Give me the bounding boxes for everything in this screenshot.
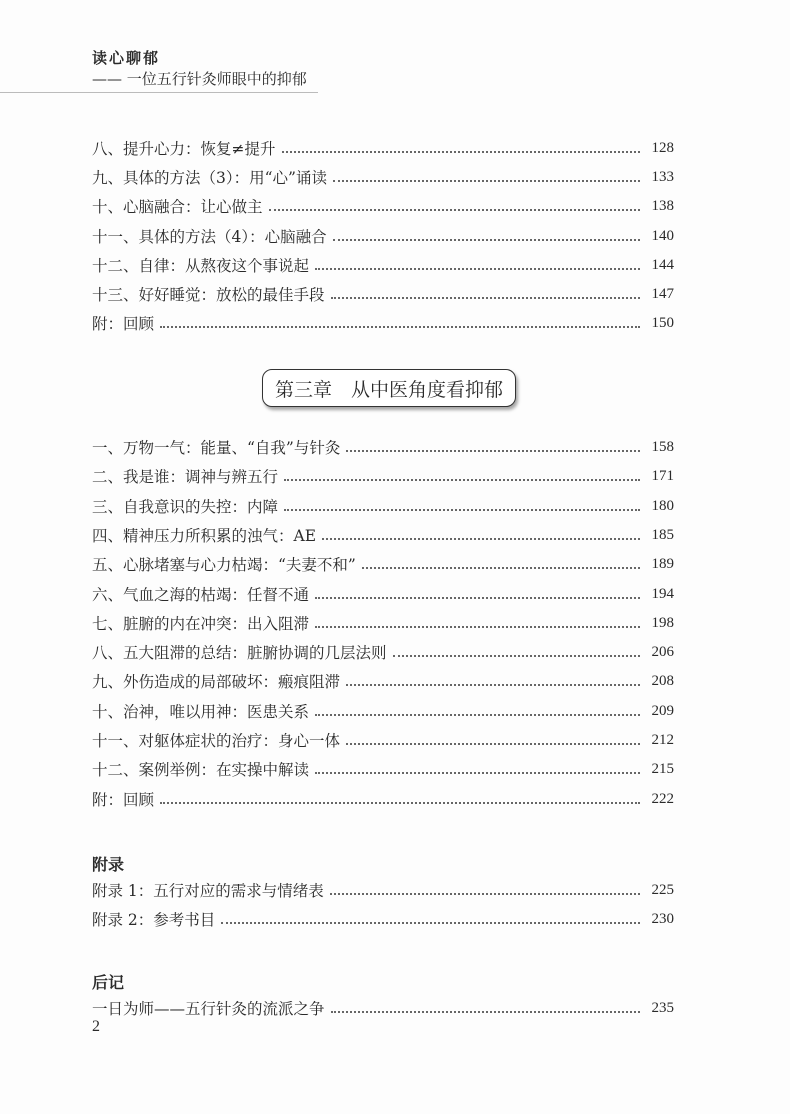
toc-entry xyxy=(92,611,674,635)
toc-entry-label: 十一、具体的方法（4）：心脑融合 xyxy=(92,228,327,246)
toc-entry xyxy=(92,757,674,781)
toc-entry-page: 158 xyxy=(651,438,674,455)
toc-entry-page: 225 xyxy=(651,881,674,898)
chapter-heading: 第三章 从中医角度看抑郁 xyxy=(262,369,516,407)
toc-entry-label: 附录 2：参考书目 xyxy=(92,911,216,929)
toc-entry-page: 206 xyxy=(651,643,674,660)
toc-entry xyxy=(92,136,674,160)
toc-entry-label: 附：回顾 xyxy=(92,315,155,333)
toc-entry xyxy=(92,253,674,277)
appendix-heading: 附录 xyxy=(92,855,125,874)
toc-entry xyxy=(92,787,674,811)
dot-leader xyxy=(282,151,641,153)
dot-leader xyxy=(315,626,640,628)
toc-entry-label: 十三、好好睡觉：放松的最佳手段 xyxy=(92,286,325,304)
toc-entry xyxy=(92,996,674,1020)
toc-entry xyxy=(92,669,674,693)
dot-leader xyxy=(362,567,640,569)
dot-leader xyxy=(333,239,640,241)
toc-entry-page: 180 xyxy=(651,497,674,514)
toc-entry xyxy=(92,552,674,576)
toc-entry-label: 六、气血之海的枯竭：任督不通 xyxy=(92,586,310,604)
toc-entry-page: 230 xyxy=(651,910,674,927)
dot-leader xyxy=(284,479,640,481)
dot-leader xyxy=(393,655,640,657)
toc-entry-label: 一日为师——五行针灸的流派之争 xyxy=(92,1000,325,1018)
dot-leader xyxy=(330,893,640,895)
book-subtitle: —— 一位五行针灸师眼中的抑郁 xyxy=(92,70,307,88)
dot-leader xyxy=(315,714,640,716)
toc-entry-label: 八、提升心力：恢复≠提升 xyxy=(92,140,276,158)
toc-entry-page: 185 xyxy=(651,526,674,543)
dot-leader xyxy=(315,268,640,270)
toc-entry-page: 171 xyxy=(651,467,674,484)
dot-leader xyxy=(221,922,640,924)
toc-entry-page: 147 xyxy=(651,285,674,302)
toc-entry xyxy=(92,640,674,664)
page-number: 2 xyxy=(92,1018,100,1035)
toc-entry-label: 十二、案例举例：在实操中解读 xyxy=(92,761,310,779)
toc-entry-label: 一、万物一气：能量、“自我”与针灸 xyxy=(92,439,341,457)
toc-entry-page: 144 xyxy=(651,256,674,273)
toc-entry-label: 十二、自律：从熬夜这个事说起 xyxy=(92,257,310,275)
toc-entry-label: 四、精神压力所积累的浊气：AE xyxy=(92,527,317,545)
toc-entry-label: 附录 1：五行对应的需求与情绪表 xyxy=(92,882,324,900)
toc-entry-page: 138 xyxy=(651,197,674,214)
toc-entry-page: 198 xyxy=(651,614,674,631)
toc-entry-page: 128 xyxy=(651,139,674,156)
toc-entry-page: 194 xyxy=(651,585,674,602)
toc-entry-label: 九、外伤造成的局部破坏：瘢痕阻滞 xyxy=(92,673,341,691)
toc-entry-label: 七、脏腑的内在冲突：出入阻滞 xyxy=(92,615,310,633)
dot-leader xyxy=(322,538,640,540)
toc-entry xyxy=(92,494,674,518)
toc-entry-page: 140 xyxy=(651,227,674,244)
dot-leader xyxy=(160,326,640,328)
dot-leader xyxy=(331,297,640,299)
toc-entry xyxy=(92,194,674,218)
toc-entry-page: 208 xyxy=(651,672,674,689)
toc-entry-page: 189 xyxy=(651,555,674,572)
toc-entry-page: 133 xyxy=(651,168,674,185)
dot-leader xyxy=(346,450,640,452)
toc-entry-label: 三、自我意识的失控：内障 xyxy=(92,498,279,516)
toc-entry xyxy=(92,311,674,335)
toc-entry-label: 十、治神，唯以用神：医患关系 xyxy=(92,703,310,721)
dot-leader xyxy=(315,772,640,774)
toc-entry xyxy=(92,907,674,931)
toc-entry-page: 209 xyxy=(651,702,674,719)
toc-entry xyxy=(92,224,674,248)
toc-entry xyxy=(92,523,674,547)
toc-entry xyxy=(92,699,674,723)
toc-entry xyxy=(92,435,674,459)
toc-entry-label: 九、具体的方法（3）：用“心”诵读 xyxy=(92,169,327,187)
toc-entry xyxy=(92,582,674,606)
header-rule xyxy=(0,92,318,93)
afterword-heading: 后记 xyxy=(92,973,125,992)
toc-entry-label: 十一、对躯体症状的治疗：身心一体 xyxy=(92,732,341,750)
toc-entry-page: 215 xyxy=(651,760,674,777)
toc-entry xyxy=(92,282,674,306)
toc-entry-label: 五、心脉堵塞与心力枯竭：“夫妻不和” xyxy=(92,556,356,574)
toc-entry-label: 附：回顾 xyxy=(92,791,155,809)
book-title: 读心聊郁 xyxy=(92,49,161,67)
toc-entry-label: 二、我是谁：调神与辨五行 xyxy=(92,468,279,486)
toc-entry xyxy=(92,464,674,488)
toc-entry-page: 235 xyxy=(651,999,674,1016)
toc-entry-page: 150 xyxy=(651,314,674,331)
toc-entry xyxy=(92,728,674,752)
dot-leader xyxy=(333,180,640,182)
dot-leader xyxy=(160,802,640,804)
dot-leader xyxy=(315,597,640,599)
toc-entry-page: 222 xyxy=(651,790,674,807)
toc-entry-page: 212 xyxy=(651,731,674,748)
dot-leader xyxy=(284,509,640,511)
toc-entry-label: 十、心脑融合：让心做主 xyxy=(92,198,263,216)
dot-leader xyxy=(331,1011,640,1013)
toc-entry xyxy=(92,165,674,189)
dot-leader xyxy=(346,684,640,686)
running-head xyxy=(92,48,307,90)
dot-leader xyxy=(346,743,640,745)
toc-entry xyxy=(92,878,674,902)
toc-entry-label: 八、五大阻滞的总结：脏腑协调的几层法则 xyxy=(92,644,387,662)
dot-leader xyxy=(269,209,640,211)
